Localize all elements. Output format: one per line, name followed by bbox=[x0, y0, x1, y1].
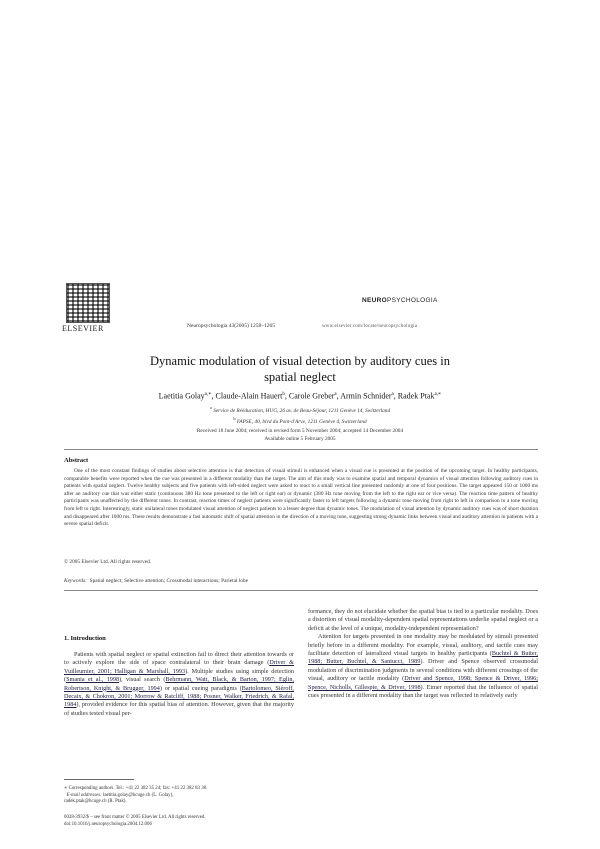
keywords-label: Keywords: bbox=[64, 578, 87, 584]
abstract-body bbox=[64, 468, 538, 529]
footnote bbox=[64, 786, 296, 806]
section-heading-introduction: 1. Introduction bbox=[64, 635, 106, 642]
author-mark[interactable]: a,∗ bbox=[434, 392, 442, 397]
author-name: Carole Greber bbox=[288, 391, 335, 401]
doi-line[interactable]: doi:10.1016/j.neuropsychologia.2004.12.006 bbox=[64, 821, 152, 827]
footnote-mark: ∗ bbox=[64, 786, 68, 791]
elsevier-tree-emblem bbox=[66, 283, 110, 323]
author-separator: , bbox=[336, 391, 341, 401]
email-link[interactable]: laetitia.golay@hcuge.ch (L. Golay), bbox=[102, 792, 174, 798]
journal-url[interactable]: www.elsevier.com/locate/neuropsychologia bbox=[322, 324, 418, 329]
text-run: ), visual search ( bbox=[119, 676, 166, 684]
publisher-logo bbox=[62, 283, 112, 333]
column-left bbox=[64, 651, 294, 718]
footnote-rule bbox=[64, 779, 134, 780]
affiliations bbox=[0, 404, 600, 427]
footnote-email-2[interactable]: radek.ptak@hcuge.ch (R. Ptak). bbox=[64, 799, 127, 805]
received-dates: Received 18 June 2004; received in revised form 5 November 2004; accepted 14 December 2004 bbox=[196, 428, 404, 434]
author-mark[interactable]: b bbox=[282, 392, 285, 397]
journal-logo bbox=[362, 297, 438, 304]
footnote-emails bbox=[64, 793, 296, 800]
citation-link[interactable]: Driver & Vuilleumier, 2001; Halligan & Marshall, 1993 bbox=[64, 659, 294, 675]
footnote-text: Corresponding authors. Tel.: +41 22 382 35 24; fax: +41 22 382 83 38. bbox=[68, 786, 208, 791]
text-run: Patients with spatial neglect or spatial extinction fail to direct their attention towards or to actively explore the side of space contralateral to their brain damage ( bbox=[64, 651, 294, 667]
author-name: Radek Ptak bbox=[397, 391, 435, 401]
paragraph bbox=[64, 651, 294, 718]
affiliation-text: FAPSE, 40, blvd du Pont-d'Arve, 1211 Genève 4, Switzerland bbox=[236, 419, 367, 426]
article-history bbox=[0, 428, 600, 443]
paragraph bbox=[308, 633, 538, 700]
paragraph: formance, they do not elucidate whether the spatial bias is tied to a particular modality. Does a distortion of visual modality-dependent spatial representations underlie spatial neglect or a deficit at the level of a unique, modality-independent representation? bbox=[308, 608, 538, 632]
affiliation-mark: a bbox=[209, 405, 212, 410]
author-name: Claude-Alain Hauert bbox=[215, 391, 283, 401]
journal-logo-prefix: NEURO bbox=[362, 297, 387, 304]
text-run: ). Eimer reported that the influence of spatial cues presented in a different modality than the target was reflected in relatively early bbox=[308, 683, 538, 700]
journal-citation: Neuropsychologia 43(2005) 1258–1265 bbox=[187, 323, 275, 329]
citation-link[interactable]: Bartolomeo, Siéroff, Decaix, & Chokron, 2001; Morrow & Ratcliff, 1988; Posner, Walker, Friedrich, & Rafal, 1984 bbox=[64, 684, 294, 709]
abstract-copyright: © 2005 Elsevier Ltd. All rights reserved. bbox=[64, 559, 152, 565]
divider bbox=[64, 449, 538, 450]
title-line-1: Dynamic modulation of visual detection by auditory cues in bbox=[150, 354, 450, 368]
text-run: ). Multiple studies using simple detection ( bbox=[64, 667, 294, 684]
keywords-text: Spatial neglect; Selective attention; Crossmodal interactions; Parietal lobe bbox=[89, 578, 248, 584]
citation-link[interactable]: Smania et al., 1998 bbox=[66, 676, 120, 684]
text-run: Attention for targets presented in one modality may be modulated by stimuli presented briefly before in a different modality. For example, visual, auditory, and tactile cues may facilitate detection of lateralized visual targets in healthy participants ( bbox=[308, 633, 538, 658]
abstract-text: One of the most constant findings of studies about selective attention is that detection of visual stimuli is enhanced when a visual cue is presented at the position of the upcoming target. In healthy participants, comparable benefits were reported when the cue was presented in a different modality than the target. The aim of this study was to examine spatial and temporal dynamics of visual attention following auditory cues in patients with spatial neglect. Twelve healthy subjects and five patients with left-sided neglect were asked to react to a small vertical line presented randomly at one of four positions. The target appeared 150 or 1000 ms after an auditory cue that was either static (continuous 380 Hz tone presented to the left or right ear) or dynamic (380 Hz tone moving from the left to the right ear or vice versa). The reaction time pattern of healthy participants was unaffected by the different tones. In contrast, reaction times of neglect patients were significantly faster to left targets following a dynamic tone moving from right to left in comparison to a tone moving from left to right. Interestingly, static unilateral tones modulated visual attention of neglect patients to a lesser degree than dynamic tones. The modulation of visual attention by dynamic auditory cues was of short duration and disappeared after 1000 ms. These results demonstrate a fast automatic shift of spatial attention in the direction of a moving tone, suggesting strong dynamic links between visual and auditory attention in patients with a severe spatial deficit. bbox=[64, 468, 538, 528]
author-mark[interactable]: a bbox=[391, 392, 394, 397]
footnote-corresponding bbox=[64, 786, 296, 793]
publisher-name: ELSEVIER bbox=[62, 324, 104, 333]
column-right bbox=[308, 608, 538, 700]
author-mark[interactable]: a bbox=[334, 392, 337, 397]
author-mark[interactable]: a,∗ bbox=[204, 392, 212, 397]
text-run: ), provided evidence for this spatial bias of attention. However, given that the majority of studies tested visual per- bbox=[64, 701, 294, 717]
text-run: ). Driver and Spence observed crossmodal modulation of discrimination judgments in several conditions with different crossings of the visual, auditory or tactile modality ( bbox=[308, 658, 538, 683]
email-label: E-mail addresses: bbox=[66, 792, 102, 798]
affiliation-mark: b bbox=[233, 416, 236, 422]
author-separator: , bbox=[284, 391, 289, 401]
journal-logo-suffix: PSYCHOLOGIA bbox=[386, 297, 438, 304]
author-name: Laetitia Golay bbox=[158, 391, 205, 401]
text-run: ) or spatial cueing paradigms ( bbox=[159, 684, 242, 692]
author-separator: , bbox=[211, 391, 216, 401]
issn-line: 0028-3932/$ – see front matter © 2005 Elsevier Ltd. All rights reserved. bbox=[64, 815, 206, 820]
author-list bbox=[0, 391, 600, 401]
affiliation-a bbox=[0, 404, 600, 415]
affiliation-b bbox=[0, 415, 600, 426]
affiliation-text: Service de Rééducation, HUG, 26 av. de Beau-Séjour, 1211 Genève 14, Switzerland bbox=[213, 407, 391, 414]
citation-link[interactable]: Buchtel & Butter, 1988; Butter, Buchtel, & Santucci, 1989 bbox=[308, 650, 538, 666]
abstract-heading: Abstract bbox=[64, 457, 89, 464]
author-name: Armin Schnider bbox=[340, 391, 392, 401]
article-title bbox=[0, 353, 600, 385]
citation-link[interactable]: Behrmann, Watt, Black, & Barton, 1997; Eglin, Robertson, Knight, & Brugger, 1994 bbox=[64, 676, 295, 692]
keywords bbox=[64, 578, 248, 584]
available-online: Available online 5 February 2005 bbox=[264, 435, 336, 442]
bottom-info bbox=[64, 815, 206, 828]
citation-link[interactable]: Driver and Spence, 1998; Spence & Driver, 1996; Spence, Nicholls, Gillespie, & Driver, 1998 bbox=[308, 675, 538, 691]
divider bbox=[64, 590, 538, 591]
title-line-2: spatial neglect bbox=[264, 370, 336, 384]
author-separator: , bbox=[393, 391, 398, 401]
